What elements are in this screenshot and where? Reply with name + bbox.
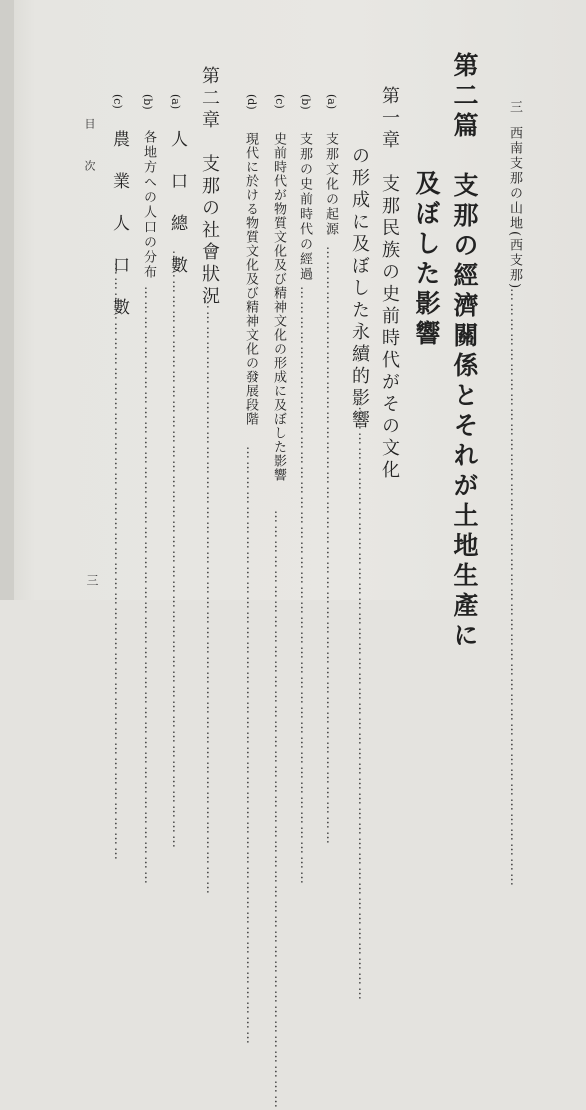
item-text: 人 口 總 數 [167, 130, 187, 277]
part-2-title-line1: 第二篇 支那の經濟關係とそれが土地生產に [450, 52, 479, 652]
item-text: 支那文化の起源 [323, 132, 338, 237]
item-text: 現代に於ける物質文化及び精神文化の發展段階 [243, 132, 258, 426]
dot-leader: ………………………………………………………………………………………………………… [323, 246, 338, 846]
item-tag: (c) [273, 94, 286, 109]
dot-leader: ………………………………………………………………………………………………………… [297, 286, 312, 886]
dot-leader: ………………………………………………………………………………………………………… [203, 296, 218, 896]
item-text: 農 業 人 口 數 [109, 130, 129, 319]
chapter-1-title-line2: の形成に及ぼした永續的影響 [349, 146, 370, 432]
dot-leader: ………………………………………………………………………………………………………… [271, 510, 286, 1110]
dot-leader: ………………………………………………………………………………………………………… [355, 402, 370, 1002]
page-binding-edge [0, 0, 14, 600]
item-tag: (b) [141, 94, 154, 110]
dot-leader: ………………………………………………………………………………………………………… [507, 288, 522, 888]
item-text: 各地方への人口の分布 [141, 130, 156, 280]
item-tag: (a) [325, 94, 338, 110]
item-tag: (a) [169, 94, 182, 110]
page-number: 三 [85, 574, 99, 586]
running-head: 目 次 [83, 118, 96, 181]
dot-leader: ………………………………………………………………………………………………………… [111, 262, 126, 862]
chapter-1-title-line1: 第一章 支那民族の史前時代がその文化 [379, 86, 400, 482]
item-text: 支那の史前時代の經過 [297, 132, 312, 282]
chapter-2-title: 第二章 支那の社會狀況 [199, 66, 220, 308]
item-text: 史前時代が物質文化及び精神文化の形成に及ぼした影響 [271, 132, 286, 482]
item-tag: (c) [111, 94, 124, 109]
section-number: 三 [507, 100, 522, 115]
part-2-title-line2: 及ぼした影響 [412, 170, 441, 350]
section-title: 西南支那の山地(西支那) [507, 126, 522, 291]
dot-leader: ………………………………………………………………………………………………………… [141, 286, 156, 886]
item-tag: (d) [245, 94, 258, 110]
dot-leader: ………………………………………………………………………………………………………… [169, 250, 184, 850]
item-tag: (b) [299, 94, 312, 110]
dot-leader: ………………………………………………………………………………………………………… [243, 446, 258, 1046]
